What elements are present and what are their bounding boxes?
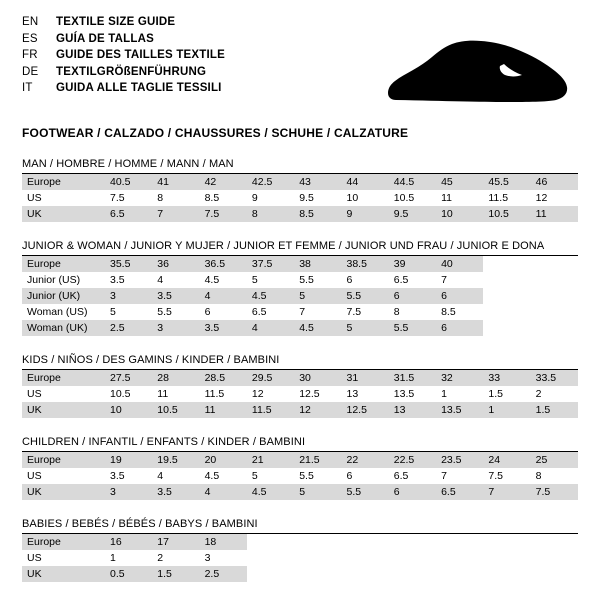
size-cell: 4.5 (247, 484, 294, 500)
size-cell: 40.5 (105, 174, 152, 190)
size-cell: 12 (535, 192, 548, 204)
size-cell: 22.5 (389, 452, 436, 468)
group-title: MAN / HOMBRE / HOMME / MANN / MAN (22, 158, 234, 170)
size-cell: 7 (441, 274, 447, 286)
language-code: IT (22, 82, 33, 94)
size-cell: 22 (341, 452, 388, 468)
size-cell-empty (389, 550, 436, 566)
page-title: FOOTWEAR / CALZADO / CHAUSSURES / SCHUHE / CALZATURE (22, 126, 409, 140)
group-junior-woman (22, 240, 578, 336)
size-cell: 30 (294, 370, 341, 386)
size-cell: 21 (247, 452, 294, 468)
size-cell: 8.5 (204, 192, 220, 204)
size-cell: 12 (251, 388, 264, 400)
size-cell (531, 288, 578, 304)
size-cell: 5.5 (299, 274, 314, 286)
size-cell: 32 (436, 370, 483, 386)
size-cell: 6 (389, 484, 436, 500)
size-cell: 6.5 (393, 470, 409, 482)
size-cell (531, 320, 578, 336)
size-cell: 12.5 (299, 388, 320, 400)
size-cell: 7.5 (531, 484, 578, 500)
size-cell: 10 (105, 402, 152, 418)
row-label: Junior (UK) (22, 288, 105, 304)
size-cell: 13 (346, 388, 359, 400)
size-cell-empty (247, 534, 294, 550)
table-row (22, 174, 578, 190)
size-cell: 2.5 (200, 566, 247, 582)
size-table-body (22, 534, 578, 582)
language-row (22, 66, 225, 83)
size-cell: 8 (247, 206, 294, 222)
size-cell: 5.5 (341, 288, 388, 304)
size-cell: 1.5 (488, 388, 503, 400)
size-table-kids (22, 370, 578, 418)
size-table-body (22, 174, 578, 222)
size-cell-empty (436, 566, 483, 582)
size-cell: 10.5 (110, 388, 131, 400)
size-cell-empty (483, 566, 530, 582)
size-cell: 44.5 (389, 174, 436, 190)
size-cell: 3.5 (110, 470, 125, 482)
size-cell: 1 (441, 388, 447, 400)
size-cell: 13.5 (393, 388, 415, 400)
size-cell: 21.5 (294, 452, 341, 468)
size-cell: 5.5 (389, 320, 436, 336)
size-cell: 28.5 (200, 370, 247, 386)
table-row (22, 304, 578, 320)
table-row (22, 452, 578, 468)
size-cell: 29.5 (247, 370, 294, 386)
size-cell: 12 (294, 402, 341, 418)
size-cell: 33.5 (531, 370, 578, 386)
language-title: TEXTILGRÖßENFÜHRUNG (56, 65, 207, 78)
size-cell: 7.5 (200, 206, 247, 222)
size-cell: 11.5 (488, 192, 509, 204)
size-cell: 45 (436, 174, 483, 190)
size-cell: 35.5 (105, 256, 152, 272)
language-title-table (22, 16, 225, 99)
size-cell: 5.5 (341, 484, 388, 500)
language-code: DE (22, 65, 39, 78)
row-label: Woman (US) (27, 306, 88, 318)
size-cell: 10 (436, 206, 483, 222)
size-cell: 1.5 (152, 566, 199, 582)
size-cell: 9.5 (389, 206, 436, 222)
language-row (22, 82, 225, 99)
group-title: JUNIOR & WOMAN / JUNIOR Y MUJER / JUNIOR ET FEMME / JUNIOR UND FRAU / JUNIOR E DONA (22, 240, 545, 252)
row-label: US (27, 388, 42, 400)
size-cell: 33 (483, 370, 530, 386)
row-label: UK (22, 402, 105, 418)
size-cell: 6 (204, 306, 211, 318)
size-cell: 7 (441, 470, 447, 482)
size-cell: 42.5 (247, 174, 294, 190)
size-table-junior-woman (22, 256, 578, 336)
size-cell: 13 (389, 402, 436, 418)
size-cell: 43 (294, 174, 341, 190)
size-cell: 5 (294, 288, 341, 304)
size-cell: 12.5 (341, 402, 388, 418)
size-cell: 13.5 (436, 402, 483, 418)
size-cell: 25 (531, 452, 578, 468)
row-label: US (27, 470, 42, 482)
size-cell: 1 (483, 402, 530, 418)
table-row (22, 534, 578, 550)
size-cell: 7 (299, 306, 306, 318)
language-title: GUÍA DE TALLAS (56, 32, 154, 45)
size-cell: 24 (483, 452, 530, 468)
language-title: GUIDA ALLE TAGLIE TESSILI (56, 82, 222, 94)
size-cell: 8.5 (441, 306, 456, 318)
size-cell: 11 (531, 206, 578, 222)
language-title: TEXTILE SIZE GUIDE (56, 16, 176, 28)
size-cell: 10.5 (393, 192, 415, 204)
size-cell: 1 (110, 552, 116, 564)
size-cell (483, 320, 530, 336)
size-cell: 3.5 (152, 484, 199, 500)
language-code: FR (22, 49, 38, 61)
size-cell: 42 (200, 174, 247, 190)
size-cell: 3.5 (200, 320, 247, 336)
size-cell: 4.5 (294, 320, 341, 336)
size-cell: 23.5 (436, 452, 483, 468)
size-cell: 6 (389, 288, 436, 304)
row-label: Europe (22, 452, 105, 468)
size-cell: 11 (200, 402, 247, 418)
size-cell: 11.5 (204, 388, 225, 400)
size-cell: 38 (294, 256, 341, 272)
size-cell-empty (483, 534, 530, 550)
row-label: UK (22, 206, 105, 222)
size-cell: 8 (535, 470, 542, 482)
size-cell: 11 (441, 192, 452, 204)
size-cell: 7.5 (110, 192, 125, 204)
size-cell: 11 (157, 388, 169, 400)
table-row (22, 320, 578, 336)
group-title: KIDS / NIÑOS / DES GAMINS / KINDER / BAMBINI (22, 354, 280, 366)
size-cell: 5 (294, 484, 341, 500)
size-cell: 7.5 (346, 306, 362, 318)
size-cell: 2 (535, 388, 542, 400)
size-cell: 5 (251, 274, 258, 286)
size-cell: 7 (483, 484, 530, 500)
size-cell: 5 (110, 306, 116, 318)
size-cell: 46 (531, 174, 578, 190)
size-cell: 40 (436, 256, 483, 272)
size-cell: 8 (393, 306, 400, 318)
row-label: US (27, 552, 42, 564)
size-cell: 9.5 (299, 192, 314, 204)
size-table-body (22, 256, 578, 336)
size-cell-empty (389, 534, 436, 550)
size-cell-empty (341, 550, 388, 566)
size-cell: 4 (200, 288, 247, 304)
size-cell: 18 (200, 534, 247, 550)
size-cell-empty (531, 550, 578, 566)
size-cell: 3.5 (152, 288, 199, 304)
size-cell: 31.5 (389, 370, 436, 386)
group-babies (22, 518, 578, 582)
size-cell: 6 (346, 274, 353, 286)
table-row (22, 288, 578, 304)
size-cell: 5.5 (157, 306, 172, 318)
language-row (22, 33, 225, 50)
language-title: GUIDE DES TAILLES TEXTILE (56, 49, 225, 61)
size-cell (483, 256, 530, 272)
size-cell (531, 256, 578, 272)
size-cell: 36.5 (200, 256, 247, 272)
size-cell: 44 (341, 174, 388, 190)
size-cell: 16 (105, 534, 152, 550)
size-cell-empty (247, 550, 294, 566)
size-cell-empty (341, 534, 388, 550)
table-row (22, 484, 578, 500)
row-label: US (27, 192, 42, 204)
row-label: Junior (US) (27, 274, 81, 286)
size-cell: 7 (152, 206, 199, 222)
size-cell: 4 (247, 320, 294, 336)
row-label: Europe (22, 370, 105, 386)
size-cell: 9 (251, 192, 258, 204)
size-cell-empty (531, 534, 578, 550)
size-cell (483, 272, 530, 288)
size-cell (483, 304, 530, 320)
size-cell-empty (531, 566, 578, 582)
row-label: UK (22, 484, 105, 500)
size-cell: 5.5 (299, 470, 314, 482)
size-cell-empty (389, 566, 436, 582)
size-cell: 37.5 (247, 256, 294, 272)
size-cell: 3 (204, 552, 211, 564)
size-cell: 6 (436, 288, 483, 304)
table-row (22, 370, 578, 386)
table-row (22, 550, 578, 566)
size-cell: 5 (341, 320, 388, 336)
row-label: Europe (22, 256, 105, 272)
size-cell (531, 304, 578, 320)
size-cell: 10.5 (152, 402, 199, 418)
language-title-body (22, 16, 225, 99)
size-cell (531, 272, 578, 288)
size-cell: 5 (251, 470, 258, 482)
table-row (22, 272, 578, 288)
size-cell: 4.5 (204, 274, 220, 286)
size-cell: 4.5 (247, 288, 294, 304)
table-row (22, 566, 578, 582)
size-cell: 3.5 (110, 274, 125, 286)
table-row (22, 256, 578, 272)
size-cell: 6.5 (105, 206, 152, 222)
size-cell: 3 (105, 288, 152, 304)
size-cell: 8 (157, 192, 164, 204)
group-title: BABIES / BEBÉS / BÉBÉS / BABYS / BAMBINI (22, 518, 258, 530)
language-code: EN (22, 16, 39, 28)
size-cell: 6.5 (393, 274, 409, 286)
group-man (22, 158, 578, 222)
size-cell: 4 (157, 274, 164, 286)
dress-shoe-icon (386, 38, 570, 108)
size-cell: 1.5 (531, 402, 578, 418)
group-children (22, 436, 578, 500)
size-cell: 17 (152, 534, 199, 550)
size-cell-empty (294, 550, 341, 566)
size-table-babies (22, 534, 578, 582)
size-cell: 31 (341, 370, 388, 386)
size-cell: 7.5 (488, 470, 503, 482)
row-label: Woman (UK) (22, 320, 105, 336)
size-cell: 6 (436, 320, 483, 336)
size-cell-empty (483, 550, 530, 566)
row-label: UK (22, 566, 105, 582)
size-cell: 41 (152, 174, 199, 190)
size-cell: 2.5 (105, 320, 152, 336)
size-cell-empty (294, 534, 341, 550)
size-cell: 4 (157, 470, 164, 482)
size-cell: 10 (346, 192, 359, 204)
size-cell: 4.5 (204, 470, 220, 482)
language-row (22, 16, 225, 33)
size-cell: 11.5 (247, 402, 294, 418)
size-cell: 19 (105, 452, 152, 468)
size-cell: 8.5 (294, 206, 341, 222)
group-title: CHILDREN / INFANTIL / ENFANTS / KINDER / BAMBINI (22, 436, 306, 448)
size-table-children (22, 452, 578, 500)
size-cell: 38.5 (341, 256, 388, 272)
size-cell-empty (436, 534, 483, 550)
size-cell: 10.5 (483, 206, 530, 222)
size-cell-empty (341, 566, 388, 582)
size-cell-empty (294, 566, 341, 582)
size-cell (483, 288, 530, 304)
table-row (22, 402, 578, 418)
size-cell: 36 (152, 256, 199, 272)
size-cell-empty (436, 550, 483, 566)
table-row (22, 386, 578, 402)
size-cell: 3 (105, 484, 152, 500)
size-cell-empty (247, 566, 294, 582)
size-table-man (22, 174, 578, 222)
size-cell: 3 (152, 320, 199, 336)
size-cell: 20 (200, 452, 247, 468)
size-table-body (22, 370, 578, 418)
size-cell: 19.5 (152, 452, 199, 468)
language-row (22, 49, 225, 66)
size-cell: 27.5 (105, 370, 152, 386)
table-row (22, 468, 578, 484)
size-cell: 45.5 (483, 174, 530, 190)
table-row (22, 190, 578, 206)
size-cell: 0.5 (105, 566, 152, 582)
group-kids (22, 354, 578, 418)
size-cell: 2 (157, 552, 164, 564)
size-table-body (22, 452, 578, 500)
size-cell: 9 (341, 206, 388, 222)
table-row (22, 206, 578, 222)
row-label: Europe (22, 534, 105, 550)
size-cell: 39 (389, 256, 436, 272)
size-cell: 6.5 (251, 306, 267, 318)
size-cell: 6 (346, 470, 353, 482)
size-cell: 4 (200, 484, 247, 500)
language-code: ES (22, 32, 38, 45)
document-header (22, 16, 578, 114)
size-cell: 6.5 (436, 484, 483, 500)
row-label: Europe (22, 174, 105, 190)
size-cell: 28 (152, 370, 199, 386)
